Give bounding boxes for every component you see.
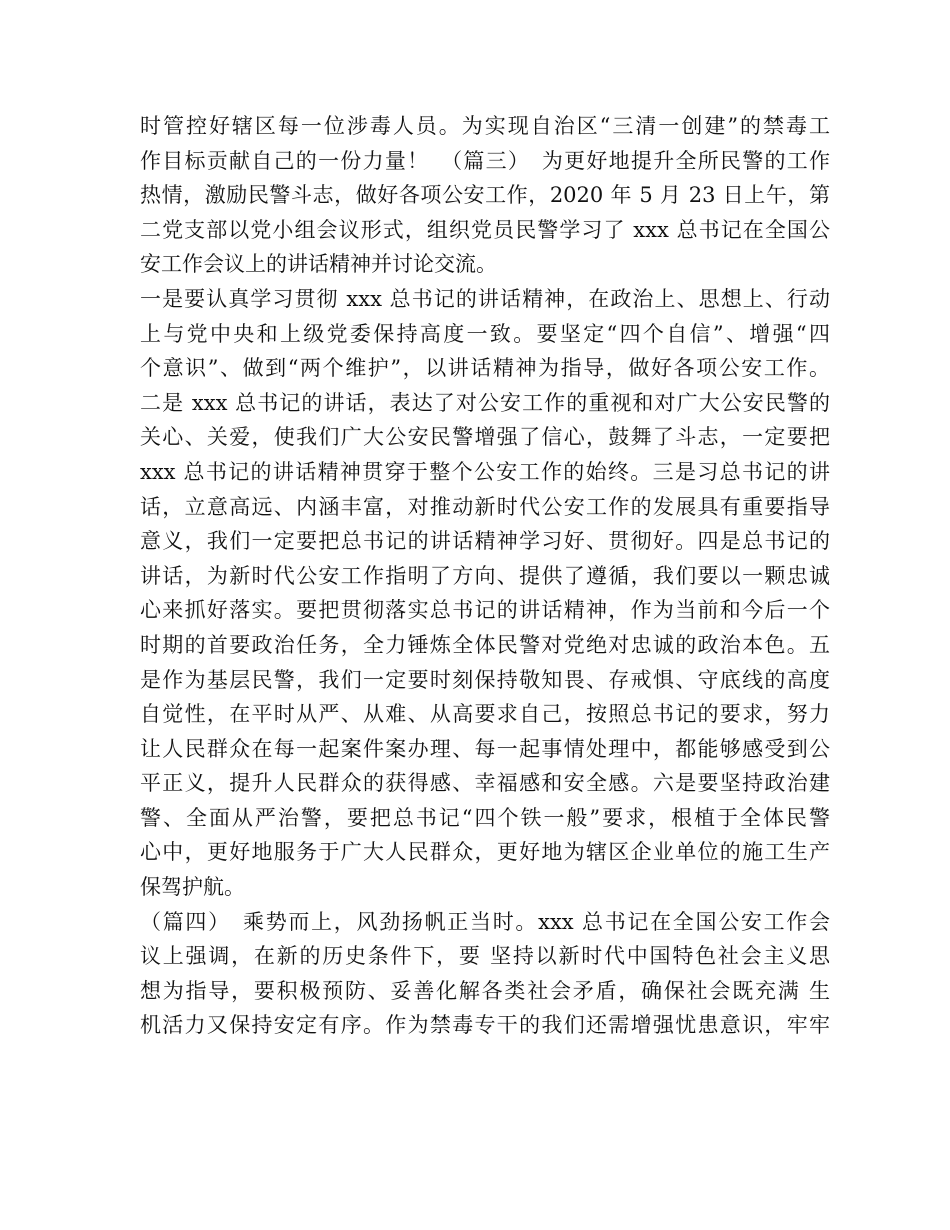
text-line: 心来抓好落实。要把贯彻落实总书记的讲话精神，作为当前和今后一个 <box>140 598 830 623</box>
text-line: 讲话，为新时代公安工作指明了方向、提供了遵循，我们要以一颗忠诚 <box>140 563 830 588</box>
text-line: 是作为基层民警，我们一定要时刻保持敬知畏、存戒惧、守底线的高度 <box>140 667 830 692</box>
text-line: 热情，激励民警斗志，做好各项公安工作，2020 年 5 月 23 日上午，第 <box>140 183 830 208</box>
text-line: 心中，更好地服务于广大人民群众，更好地为辖区企业单位的施工生产 <box>140 840 830 865</box>
text-line: 个意识”、做到“两个维护”，以讲话精神为指导，做好各项公安工作。 <box>140 356 830 381</box>
text-line: 自觉性，在平时从严、从难、从高要求自己，按照总书记的要求，努力 <box>140 702 830 727</box>
text-line: 上与党中央和上级党委保持高度一致。要坚定“四个自信”、增强“四 <box>140 321 830 346</box>
text-line: 时管控好辖区每一位涉毒人员。为实现自治区“三清一创建”的禁毒工 <box>140 114 830 138</box>
text-line: 保驾护航。 <box>140 875 245 900</box>
text-line: 一是要认真学习贯彻 xxx 总书记的讲话精神，在政治上、思想上、行动 <box>140 286 830 311</box>
body-text <box>140 109 830 1043</box>
text-line: 平正义，提升人民群众的获得感、幸福感和安全感。六是要坚持政治建 <box>140 771 830 796</box>
text-line: 二党支部以党小组会议形式，组织党员民警学习了 xxx 总书记在全国公 <box>140 217 830 242</box>
text-line: 二是 xxx 总书记的讲话，表达了对公安工作的重视和对广大公安民警的 <box>140 390 830 415</box>
text-line: 议上强调，在新的历史条件下，要 坚持以新时代中国特色社会主义思 <box>140 944 830 969</box>
text-line: 安工作会议上的讲话精神并讨论交流。 <box>140 252 497 277</box>
text-line: 作目标贡献自己的一份力量！ （篇三） 为更好地提升全所民警的工作 <box>140 148 830 173</box>
text-line: 让人民群众在每一起案件案办理、每一起事情处理中，都能够感受到公 <box>140 736 830 761</box>
text-line: xxx 总书记的讲话精神贯穿于整个公安工作的始终。三是习总书记的讲 <box>140 459 830 484</box>
text-line: 警、全面从严治警，要把总书记“四个铁一般”要求，根植于全体民警 <box>140 805 830 830</box>
text-line: 话，立意高远、内涵丰富，对推动新时代公安工作的发展具有重要指导 <box>140 494 830 519</box>
text-line: 想为指导，要积极预防、妥善化解各类社会矛盾，确保社会既充满 生 <box>140 978 830 1003</box>
text-line: 关心、关爱，使我们广大公安民警增强了信心，鼓舞了斗志，一定要把 <box>140 425 830 450</box>
text-line: 机活力又保持安定有序。作为禁毒专干的我们还需增强忧患意识，牢牢 <box>140 1013 830 1038</box>
text-line: 时期的首要政治任务，全力锤炼全体民警对党绝对忠诚的政治本色。五 <box>140 632 830 657</box>
text-line: 意义，我们一定要把总书记的讲话精神学习好、贯彻好。四是总书记的 <box>140 529 830 554</box>
text-line: （篇四） 乘势而上，风劲扬帆正当时。xxx 总书记在全国公安工作会 <box>140 909 830 934</box>
